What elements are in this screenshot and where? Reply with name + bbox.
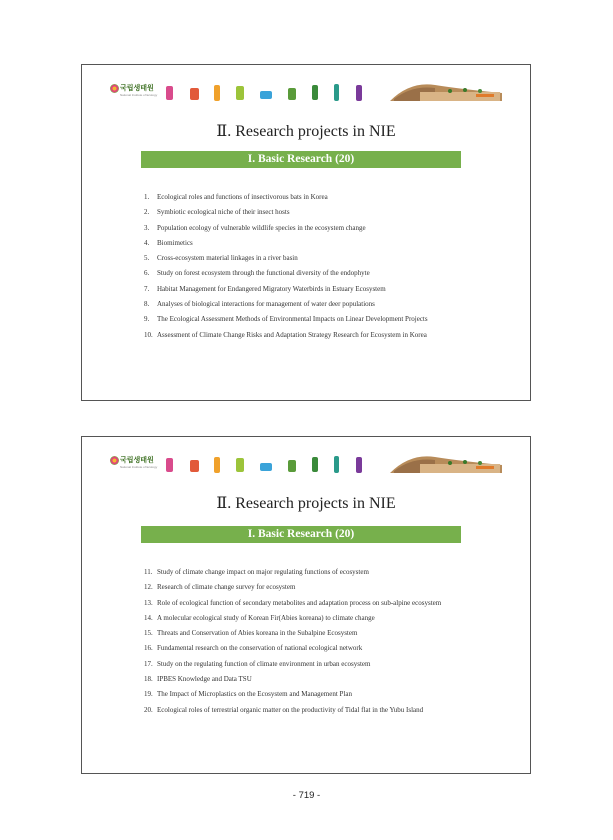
list-item: 7. Habitat Management for Endangered Migratory Waterbirds in Estuary Ecosystem (144, 284, 386, 293)
list-item: 12. Research of climate change survey for ecosystem (144, 583, 296, 592)
slide-1 (81, 64, 531, 401)
slide-title: Ⅱ. Research projects in NIE (216, 123, 396, 140)
list-item: 8. Analyses of biological interactions for management of water deer populations (144, 300, 375, 309)
header-banner (110, 79, 510, 107)
landscape-illustration (390, 79, 502, 101)
list-item: 2. Symbiotic ecological niche of their insect hosts (144, 208, 290, 217)
list-item: 3. Population ecology of vulnerable wildlife species in the ecosystem change (144, 223, 366, 232)
section-heading: I. Basic Research (20) (141, 526, 461, 543)
list-item: 13. Role of ecological function of secondary metabolites and adaptation process on sub-alpine ecosystem (144, 598, 442, 607)
page-number: - 719 - (292, 790, 321, 801)
project-list (144, 565, 441, 718)
list-item: 15. Threats and Conservation of Abies koreana in the Subalpine Ecosystem (144, 629, 358, 638)
flower-icon (110, 84, 119, 93)
list-item: 6. Study on forest ecosystem through the functional diversity of the endophyte (144, 269, 370, 278)
project-list (144, 190, 428, 343)
logo-subtitle: National Institute of Ecology (120, 93, 158, 97)
list-item: 20. Ecological roles of terrestrial organic matter on the productivity of Tidal flat in the Yubu Island (144, 705, 424, 714)
list-item: 9. The Ecological Assessment Methods of Environmental Impacts on Linear Development Projects (144, 315, 428, 324)
logo-subtitle: National Institute of Ecology (120, 465, 158, 469)
nie-logo: 국립생태원 National Institute of Ecology (110, 83, 157, 97)
landscape-illustration (390, 451, 502, 473)
section-heading: I. Basic Research (20) (141, 151, 461, 168)
list-item: 17. Study on the regulating function of climate environment in urban ecosystem (144, 659, 371, 668)
list-item: 5. Cross-ecosystem material linkages in a river basin (144, 254, 298, 263)
list-item: 10. Assessment of Climate Change Risks and Adaptation Strategy Research for Ecosystem in Korea (144, 330, 427, 339)
flower-icon (110, 456, 119, 465)
list-item: 19. The Impact of Microplastics on the Ecosystem and Management Plan (144, 690, 352, 699)
nie-logo: 국립생태원 National Institute of Ecology (110, 455, 157, 469)
list-item: 4. Biomimetics (144, 238, 193, 247)
slide-2 (81, 436, 531, 774)
list-item: 11. Study of climate change impact on major regulating functions of ecosystem (144, 568, 369, 576)
slide-title: Ⅱ. Research projects in NIE (216, 495, 396, 512)
list-item: 1. Ecological roles and functions of insectivorous bats in Korea (144, 193, 328, 201)
list-item: 18. IPBES Knowledge and Data TSU (144, 675, 252, 684)
list-item: 16. Fundamental research on the conservation of national ecological network (144, 644, 363, 653)
list-item: 14. A molecular ecological study of Korean Fir(Abies koreana) to climate change (144, 613, 375, 622)
header-banner (110, 451, 510, 479)
